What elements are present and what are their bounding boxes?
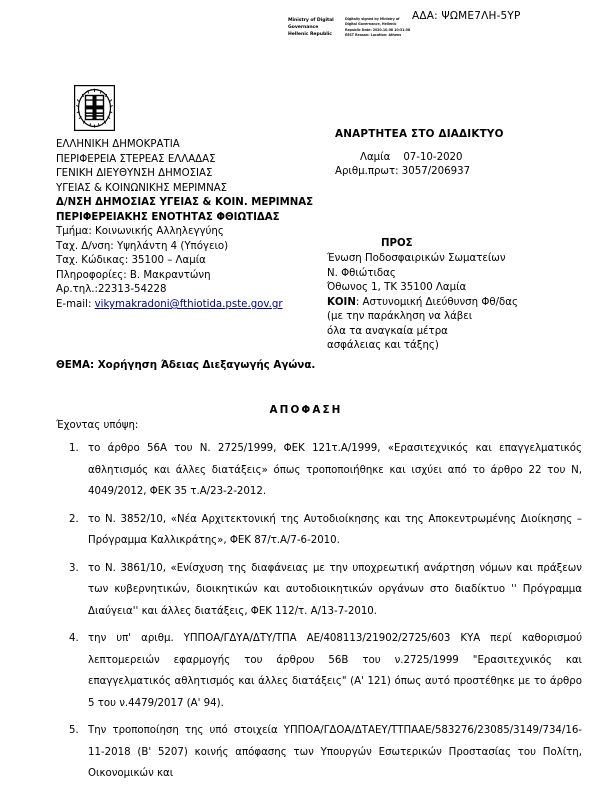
cc-text: : Αστυνομική Διεύθυνση Φθ/δας: [355, 296, 518, 308]
place-and-date: [360, 151, 463, 166]
clause-item: 4. την υπ' αριθμ. ΥΠΠΟΑ/ΓΔΥΑ/ΔΤΥ/ΤΠΑ ΑΕ/408113/21902/2725/603 ΚΥΑ περί καθορισμού λεπτομερειών εφαρμογής του άρθρου 56Β του ν.2725/1999 "Ερασιτεχνικός και επαγγελματικός αθλητισμός και άλλες διατάξεις" (Α' 121) όπως αυτό προστέθηκε με το άρθρο 5 του ν.4479/2017 (Α' 94).: [82, 628, 582, 714]
clause-item: 2. το Ν. 3852/10, «Νέα Αρχιτεκτονική της Αυτοδιοίκησης και της Αποκεντρωμένης Διοίκησης – Πρόγραμμα Καλλικράτης», ΦΕΚ 87/τ.Α/7-6-2010.: [82, 509, 582, 552]
recipient-line: Όθωνος 1, ΤΚ 35100 Λαμία: [327, 282, 467, 294]
date: 07-10-2020: [403, 152, 463, 163]
signature-details: Digitally signed by Ministry of Digital Governance, Hellenic Republic Date: 2020.10.08 10:31:38 EEST Reason: Location: Athens: [345, 17, 411, 37]
letterhead-line: Δ/ΝΣΗ ΔΗΜΟΣΙΑΣ ΥΓΕΙΑΣ & ΚΟΙΝ. ΜΕΡΙΜΝΑΣ: [56, 197, 314, 209]
decision-heading: ΑΠΟΦΑΣΗ: [269, 404, 343, 416]
ada-code: ΑΔΑ: ΨΩΜΕ7ΛΗ-5ΥΡ: [412, 10, 521, 22]
letterhead-line: ΠΕΡΙΦΕΡΕΙΑΚΗΣ ΕΝΟΤΗΤΑΣ ΦΘΙΩΤΙΔΑΣ: [56, 211, 280, 223]
letterhead-line: Τμήμα: Κοινωνικής Αλληλεγγύης: [56, 226, 224, 238]
letterhead-line: ΠΕΡΙΦΕΡΕΙΑ ΣΤΕΡΕΑΣ ΕΛΛΑΔΑΣ: [56, 153, 216, 165]
place: Λαμία: [360, 152, 391, 163]
letterhead-block: [56, 138, 318, 313]
clause-item: 1. το άρθρο 56Α του Ν. 2725/1999, ΦΕΚ 121τ.Α/1999, «Ερασιτεχνικός και επαγγελματικός αθλητισμός και άλλες διατάξεις» όπως τροποποιήθηκε και ισχύει από το άρθρο 22 του Ν, 4049/2012, ΦΕΚ 35 τ.Α/23-2-2012.: [82, 438, 582, 503]
digital-signature-stamp: [288, 17, 414, 61]
cc-line: [327, 296, 518, 311]
subject-label: ΘΕΜΑ:: [56, 359, 95, 371]
letterhead-line: ΓΕΝΙΚΗ ΔΙΕΥΘΥΝΣΗ ΔΗΜΟΣΙΑΣ: [56, 168, 213, 180]
clause-list: [56, 438, 582, 785]
letterhead-line: ΥΓΕΙΑΣ & ΚΟΙΝΩΝΙΚΗΣ ΜΕΡΙΜΝΑΣ: [56, 182, 228, 194]
letterhead-line: Ταχ. Κώδικας: 35100 – Λαμία: [56, 255, 206, 267]
signature-authority: Ministry of Digital Governance Hellenic Republic: [288, 18, 334, 38]
protocol-label: Αριθμ.πρωτ:: [335, 166, 399, 177]
recipient-heading: ΠΡΟΣ: [381, 238, 413, 249]
letterhead-line: Ταχ. Δ/νση: Υψηλάντη 4 (Υπόγειο): [56, 240, 229, 252]
recipient-block: [327, 252, 518, 354]
subject-line: [56, 359, 315, 371]
clause-item: 5. Την τροποποίηση της υπό στοιχεία ΥΠΠΟΑ/ΓΔΟΑ/ΔΤΑΕΥ/ΤΤΠΑΑΕ/583276/23085/3149/734/16-11-2018 (Β' 5207) κοινής απόφασης των Υπουργών Εσωτερικών Προστασίας του Πολίτη, Οικονομικών και: [82, 720, 582, 785]
hellenic-republic-coat-of-arms-icon: [74, 85, 115, 131]
protocol-line: [335, 165, 470, 180]
clause-item: 3. το Ν. 3861/10, «Ενίσχυση της διαφάνειας με την υποχρεωτική ανάρτηση νόμων και πράξεων των κυβερνητικών, διοικητικών και αυτοδιοικητικών οργάνων στο διαδίκτυο '' Πρόγραμμα Διαύγεια'' και άλλες διατάξεις, ΦΕΚ 112/τ. Α/13-7-2010.: [82, 558, 582, 623]
recipient-line: Ν. Φθιώτιδας: [327, 267, 396, 279]
cc-label: ΚΟΙΝ: [327, 296, 356, 308]
cc-note: (με την παράκληση να λάβει: [327, 311, 473, 323]
cc-note: όλα τα αναγκαία μέτρα: [327, 325, 448, 337]
email-line: [56, 298, 318, 313]
email-link[interactable]: vikymakradoni@fthiotida.pste.gov.gr: [94, 299, 283, 311]
recipient-line: Ένωση Ποδοσφαιρικών Σωματείων: [327, 253, 506, 264]
email-label: E-mail:: [56, 299, 95, 311]
cc-note: ασφάλειας και τάξης): [327, 340, 439, 352]
letterhead-line: Πληροφορίες: Β. Μακραντώνη: [56, 269, 211, 281]
publication-notice: ΑΝΑΡΤΗΤΕΑ ΣΤΟ ΔΙΑΔΙΚΤΥΟ: [335, 128, 504, 140]
letterhead-line: Αρ.τηλ.:22313-54228: [56, 284, 167, 296]
subject-text: Χορήγηση Άδειας Διεξαγωγής Αγώνα.: [97, 359, 316, 371]
preamble-text: Έχοντας υπόψη:: [56, 420, 139, 431]
letterhead-line: ΕΛΛΗΝΙΚΗ ΔΗΜΟΚΡΑΤΙΑ: [56, 139, 180, 150]
protocol-number: 3057/206937: [401, 166, 471, 177]
